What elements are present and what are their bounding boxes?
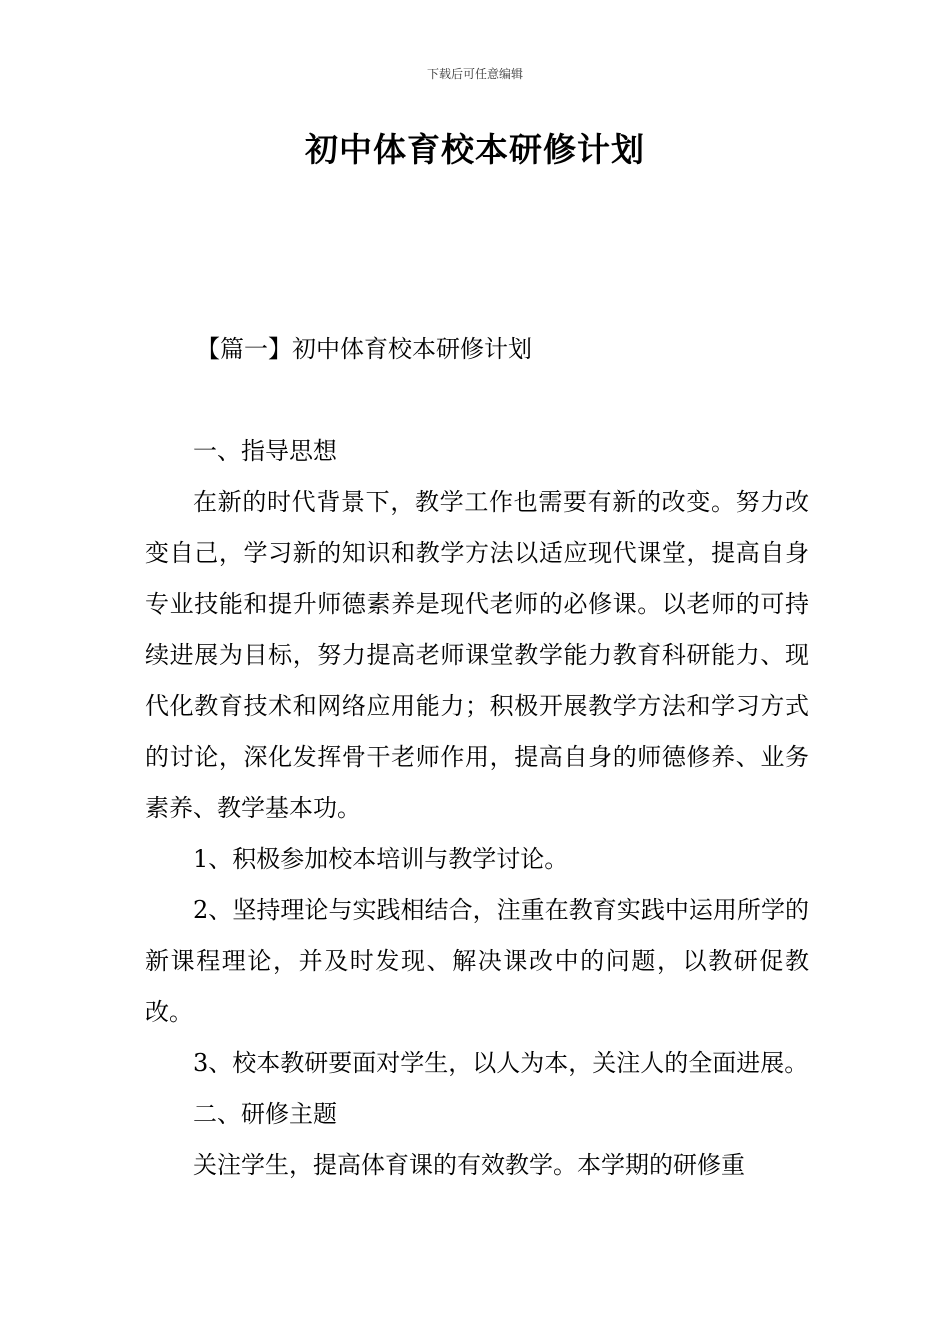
- paragraph-guiding-ideology: 在新的时代背景下，教学工作也需要有新的改变。努力改变自己，学习新的知识和教学方法以适应现代课堂，提高自身专业技能和提升师德素养是现代老师的必修课。以老师的可持续进展为目标，努力提高老师课堂教学能力教育科研能力、现代化教育技术和网络应用能力；积极开展教学方法和学习方式的讨论，深化发挥骨干老师作用，提高自身的师德修养、业务素养、教学基本功。: [145, 488, 809, 822]
- header-note: 下载后可任意编辑: [426, 67, 523, 81]
- heading-research-theme: 二、研修主题: [193, 1100, 337, 1128]
- list-item-3: 3、校本教研要面对学生，以人为本，关注人的全面进展。: [193, 1049, 809, 1077]
- section-title: 【篇一】初中体育校本研修计划: [196, 335, 532, 363]
- paragraph-research-theme: 关注学生，提高体育课的有效教学。本学期的研修重: [193, 1151, 745, 1179]
- list-item-2: 2、坚持理论与实践相结合，注重在教育实践中运用所学的新课程理论，并及时发现、解决课改中的问题，以教研促教改。: [145, 896, 809, 1026]
- document-body: [145, 426, 809, 1191]
- heading-guiding-ideology: 一、指导思想: [193, 437, 337, 465]
- document-title: 初中体育校本研修计划: [305, 130, 645, 169]
- list-item-1: 1、积极参加校本培训与教学讨论。: [193, 845, 569, 873]
